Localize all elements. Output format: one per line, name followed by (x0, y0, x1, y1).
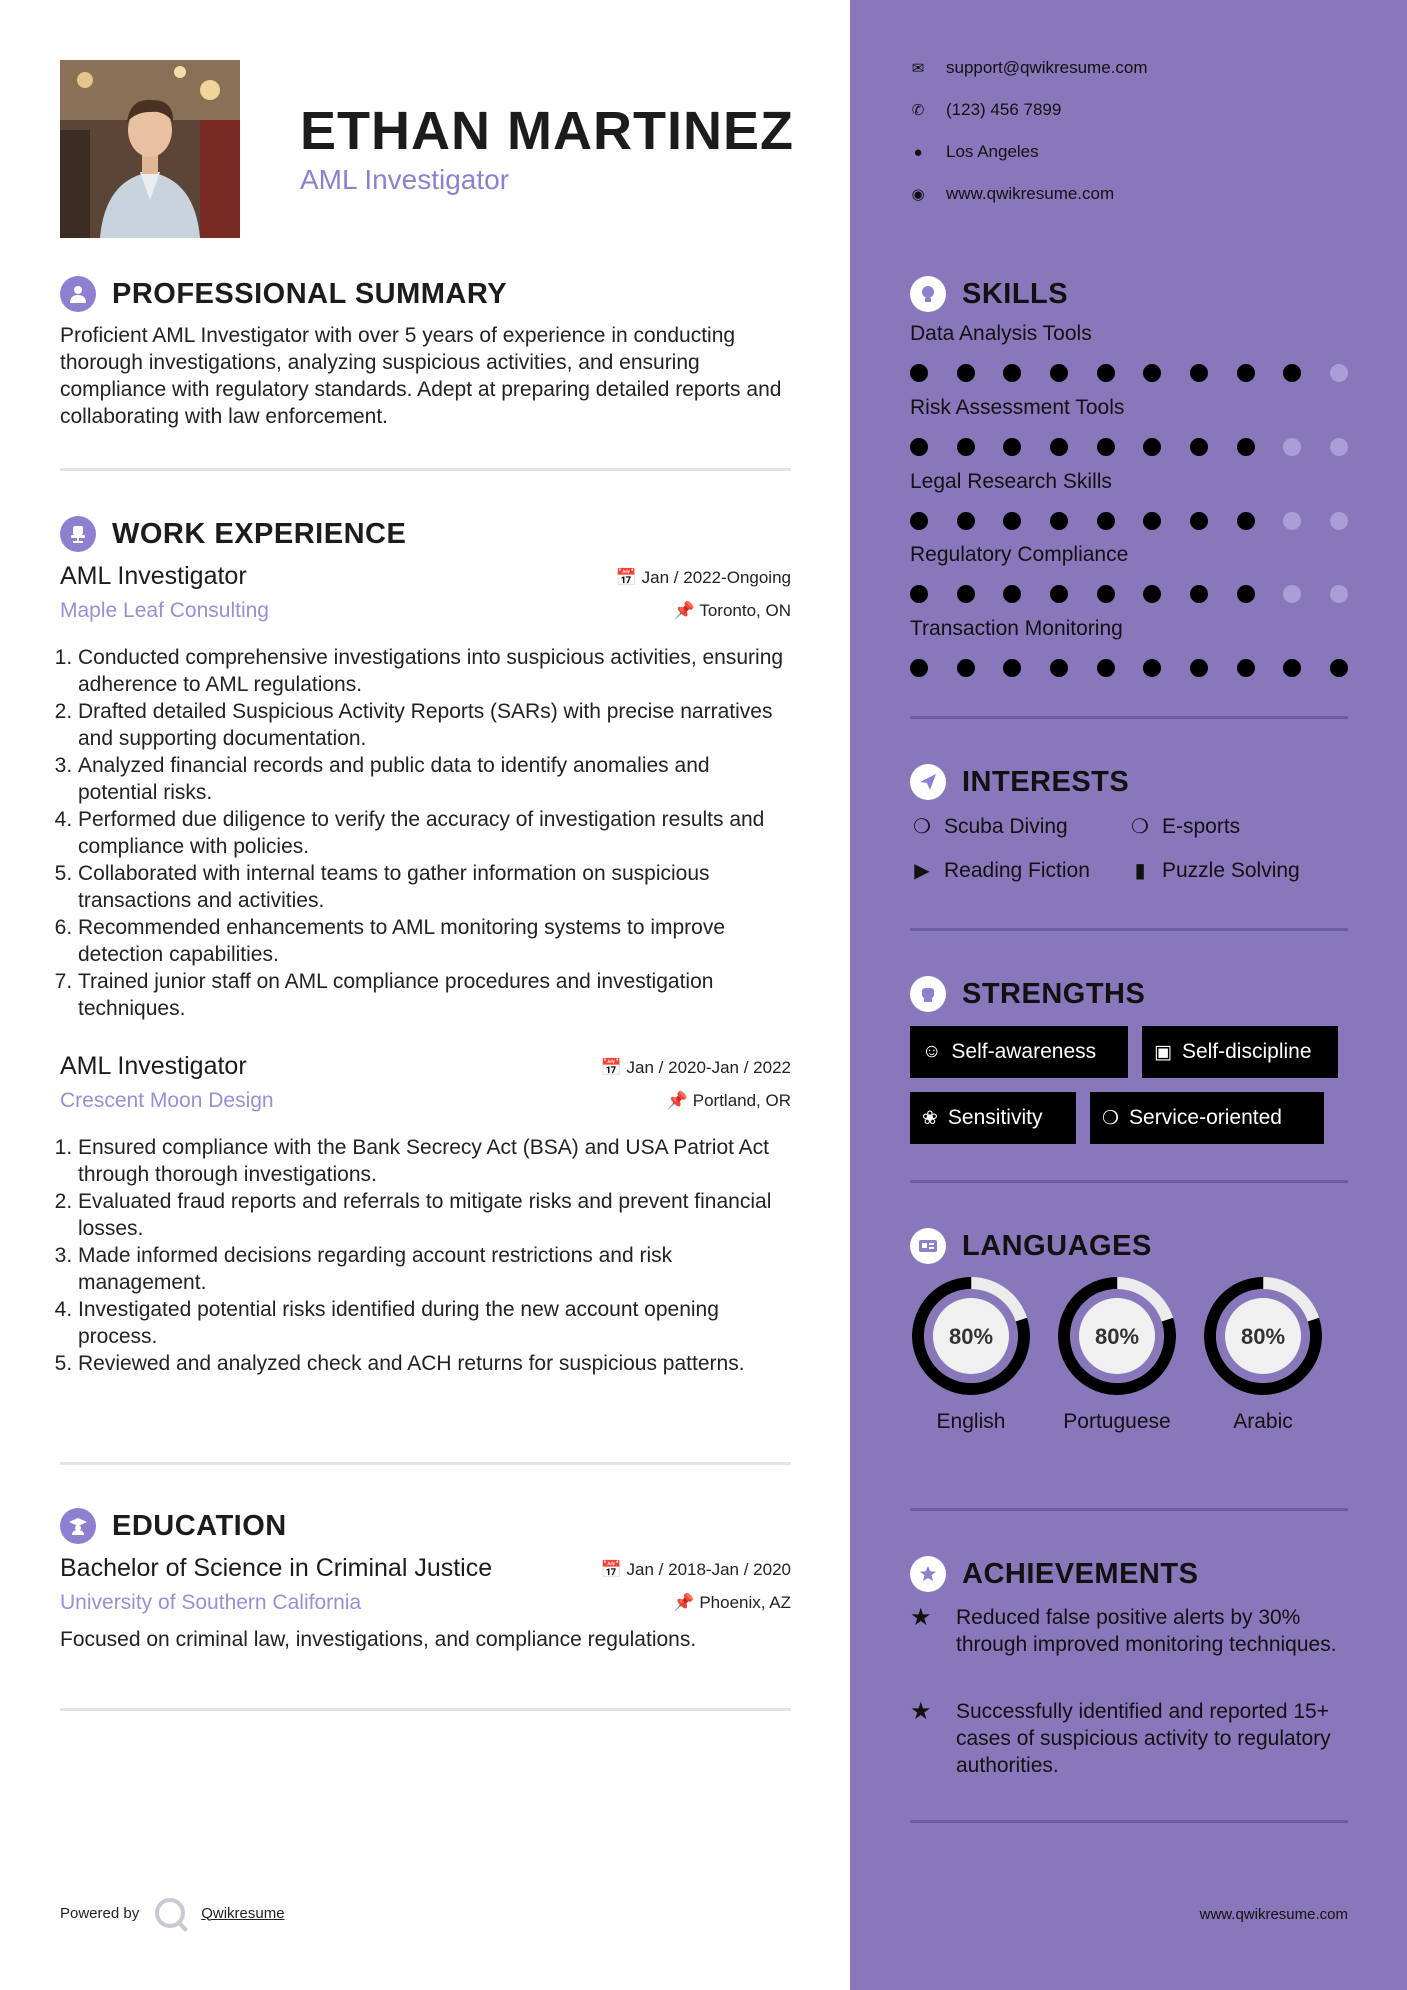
skill-dot-filled (957, 659, 975, 677)
skill-dot-filled (1330, 659, 1348, 677)
profile-photo-image (60, 60, 240, 238)
skills-heading (910, 276, 1068, 312)
user-icon (60, 276, 96, 312)
list-item: 4. Investigated potential risks identified during the new account opening process. (78, 1296, 791, 1350)
skill-dot-filled (957, 512, 975, 530)
strength-badge: ▣ Self-discipline (1142, 1026, 1338, 1078)
graduate-icon (60, 1508, 96, 1544)
location-text: Los Angeles (946, 142, 1039, 161)
summary-heading (60, 276, 507, 312)
job-company: Crescent Moon Design (60, 1089, 274, 1112)
skill-name: Data Analysis Tools (910, 322, 1092, 345)
skill-dot-filled (1190, 438, 1208, 456)
skill-rating (910, 438, 1348, 456)
interests-title: INTERESTS (962, 765, 1130, 798)
skill-dot-filled (1143, 659, 1161, 677)
skill-dot-filled (1190, 659, 1208, 677)
skill-dot-empty (1330, 438, 1348, 456)
skill-dot-filled (1143, 512, 1161, 530)
language-donut (909, 1274, 1033, 1398)
experience-heading (60, 516, 406, 552)
office-chair-icon (60, 516, 96, 552)
achievement-item: ★ Successfully identified and reported 15+ cases of suspicious activity to regulatory authorities. (910, 1698, 1331, 1777)
lock-icon: ▣ (1154, 1041, 1172, 1063)
skill-dot-filled (1283, 364, 1301, 382)
skill-dot-empty (1283, 512, 1301, 530)
language-percent: 80% (948, 1324, 994, 1349)
education-text: Focused on criminal law, investigations, and compliance regulations. (60, 1628, 697, 1651)
contact-location (910, 142, 1039, 162)
skill-row (910, 396, 1350, 456)
job-title: AML Investigator (60, 562, 247, 590)
lightbulb-icon (910, 276, 946, 312)
achievements-heading (910, 1556, 1198, 1592)
list-item: 5. Collaborated with internal teams to gather information on suspicious transactions and activities. (78, 860, 791, 914)
skill-dot-filled (1237, 438, 1255, 456)
skill-dot-filled (1283, 659, 1301, 677)
skill-dot-filled (957, 585, 975, 603)
education-date: 📅 Jan / 2018-Jan / 2020 (600, 1560, 791, 1579)
phone-text: (123) 456 7899 (946, 100, 1062, 119)
summary-text: Proficient AML Investigator with over 5 years of experience in conducting thorough investigations, analyzing suspicious activities, and ensuring compliance with regulatory standards. Adept at preparing detailed reports and collaborating with law enforcement. (60, 324, 782, 428)
language-name: English (936, 1410, 1006, 1433)
achievements-title: ACHIEVEMENTS (962, 1557, 1199, 1590)
interests-heading (910, 764, 1129, 800)
skill-dot-empty (1330, 364, 1348, 382)
map-pin-icon: ● (913, 143, 923, 161)
skill-dot-filled (1097, 659, 1115, 677)
qwikresume-logo-icon (155, 1898, 185, 1928)
list-item: 1. Ensured compliance with the Bank Secrecy Act (BSA) and USA Patriot Act through thorough investigations. (78, 1134, 791, 1188)
skill-dot-filled (1097, 585, 1115, 603)
skill-rating (910, 585, 1348, 603)
strength-badge: ❍ Service-oriented (1090, 1092, 1324, 1144)
skill-dot-filled (1143, 364, 1161, 382)
skill-dot-filled (1190, 364, 1208, 382)
phone-icon: ✆ (911, 102, 925, 119)
user-circle-icon: ☺ (922, 1041, 942, 1062)
skill-rating (910, 364, 1348, 382)
candidate-name: ETHAN MARTINEZ (300, 101, 794, 161)
list-item: 3. Made informed decisions regarding account restrictions and risk management. (78, 1242, 791, 1296)
list-item: 7. Trained junior staff on AML compliance procedures and investigation techniques. (78, 968, 791, 1022)
gamepad-icon: ▶ (914, 860, 930, 882)
strength-badge: ☺ Self-awareness (910, 1026, 1128, 1078)
skill-name: Risk Assessment Tools (910, 396, 1125, 419)
sidebar-divider (910, 716, 1348, 719)
skill-dot-filled (1003, 659, 1021, 677)
language-item (1198, 1274, 1328, 1435)
job-location: 📌 Toronto, ON (673, 601, 791, 620)
skill-dot-filled (1097, 512, 1115, 530)
language-percent: 80% (1240, 1324, 1286, 1349)
fist-icon (910, 976, 946, 1012)
pin-icon: 📌 (666, 1091, 688, 1110)
sidebar-divider (910, 1508, 1348, 1511)
book-icon: ▮ (1134, 860, 1146, 882)
skill-dot-filled (957, 364, 975, 382)
skill-dot-filled (1143, 438, 1161, 456)
skill-dot-filled (1237, 364, 1255, 382)
globe-icon: ◉ (911, 186, 925, 203)
leaf-icon: ❀ (922, 1107, 938, 1129)
school-name: University of Southern California (60, 1591, 362, 1614)
job-title: AML Investigator (60, 1052, 247, 1080)
skill-row (910, 617, 1350, 677)
skill-dot-filled (1097, 364, 1115, 382)
job-entry (60, 1052, 791, 1377)
skill-dot-filled (1003, 364, 1021, 382)
interest-item: ▮ Puzzle Solving (1128, 858, 1300, 883)
achievement-item: ★ Reduced false positive alerts by 30% through improved monitoring techniques. (910, 1604, 1337, 1656)
profile-photo (60, 60, 240, 238)
language-name: Arabic (1233, 1410, 1293, 1433)
skill-dot-filled (910, 364, 928, 382)
footer-url[interactable]: www.qwikresume.com (1199, 1906, 1348, 1923)
skill-row (910, 543, 1350, 603)
skill-dot-filled (1050, 364, 1068, 382)
skill-dot-filled (1050, 659, 1068, 677)
skill-dot-filled (910, 512, 928, 530)
interest-item: ▶ Reading Fiction (910, 858, 1090, 883)
job-bullets (60, 644, 791, 1022)
paper-plane-icon (910, 764, 946, 800)
powered-by-label: Powered by (60, 1904, 140, 1922)
skill-dot-filled (1050, 585, 1068, 603)
list-item: 5. Reviewed and analyzed check and ACH returns for suspicious patterns. (78, 1350, 791, 1377)
skill-rating (910, 512, 1348, 530)
list-item: 6. Recommended enhancements to AML monitoring systems to improve detection capabilities. (78, 914, 791, 968)
email-text[interactable]: support@qwikresume.com (946, 58, 1148, 77)
lifebuoy-icon: ❍ (1102, 1107, 1120, 1129)
website-text[interactable]: www.qwikresume.com (946, 184, 1115, 203)
job-date: 📅 Jan / 2022-Ongoing (615, 568, 791, 587)
skill-rating (910, 659, 1348, 677)
job-date: 📅 Jan / 2020-Jan / 2022 (600, 1058, 791, 1077)
job-location: 📌 Portland, OR (666, 1091, 791, 1110)
calendar-icon: 📅 (615, 568, 637, 587)
contact-email (910, 58, 1148, 78)
id-card-icon (910, 1228, 946, 1264)
section-divider (60, 1708, 791, 1711)
strength-badge: ❀ Sensitivity (910, 1092, 1076, 1144)
footer-powered-by (60, 1898, 285, 1928)
skill-dot-empty (1283, 438, 1301, 456)
skill-dot-filled (1237, 659, 1255, 677)
skill-dot-filled (1190, 585, 1208, 603)
skill-row (910, 322, 1350, 382)
job-bullets (60, 1134, 791, 1377)
skill-dot-empty (1330, 512, 1348, 530)
list-item: 1. Conducted comprehensive investigations into suspicious activities, ensuring adherence to AML regulations. (78, 644, 791, 698)
skill-dot-filled (1190, 512, 1208, 530)
skill-name: Regulatory Compliance (910, 543, 1129, 566)
skill-row (910, 470, 1350, 530)
interest-item: ❍ Scuba Diving (910, 814, 1068, 839)
language-item (906, 1274, 1036, 1435)
brand-link[interactable]: Qwikresume (201, 1904, 285, 1922)
skill-dot-filled (1237, 585, 1255, 603)
skill-name: Legal Research Skills (910, 470, 1112, 493)
languages-heading (910, 1228, 1152, 1264)
skill-dot-filled (910, 659, 928, 677)
experience-title: WORK EXPERIENCE (112, 517, 407, 550)
language-donut (1055, 1274, 1179, 1398)
skill-dot-filled (1003, 585, 1021, 603)
sidebar-divider (910, 928, 1348, 931)
language-name: Portuguese (1063, 1410, 1171, 1433)
section-divider (60, 468, 791, 471)
skill-dot-filled (1003, 438, 1021, 456)
candidate-role: AML Investigator (300, 164, 510, 195)
education-entry (60, 1554, 791, 1653)
interest-item: ❍ E-sports (1128, 814, 1240, 839)
languages-title: LANGUAGES (962, 1229, 1152, 1262)
strengths-title: STRENGTHS (962, 977, 1146, 1010)
lifebuoy-icon: ❍ (1131, 816, 1149, 838)
education-title: EDUCATION (112, 1509, 287, 1542)
list-item: 3. Analyzed financial records and public data to identify anomalies and potential risks. (78, 752, 791, 806)
skill-dot-filled (1237, 512, 1255, 530)
language-percent: 80% (1094, 1324, 1140, 1349)
language-item (1052, 1274, 1182, 1435)
job-entry (60, 562, 791, 1022)
skill-dot-filled (910, 585, 928, 603)
list-item: 4. Performed due diligence to verify the accuracy of investigation results and compliance with policies. (78, 806, 791, 860)
envelope-icon: ✉ (911, 60, 925, 77)
skill-dot-filled (1050, 438, 1068, 456)
star-icon: ★ (910, 1698, 932, 1725)
star-icon: ★ (910, 1604, 932, 1631)
language-donut (1201, 1274, 1325, 1398)
skills-title: SKILLS (962, 277, 1069, 310)
contact-phone (910, 100, 1061, 120)
calendar-icon: 📅 (600, 1058, 622, 1077)
star-badge-icon (910, 1556, 946, 1592)
job-company: Maple Leaf Consulting (60, 599, 269, 622)
skill-dot-empty (1283, 585, 1301, 603)
skill-dot-filled (910, 438, 928, 456)
skill-dot-filled (1050, 512, 1068, 530)
skill-name: Transaction Monitoring (910, 617, 1123, 640)
skill-dot-filled (1097, 438, 1115, 456)
sidebar-divider (910, 1180, 1348, 1183)
education-location: 📌 Phoenix, AZ (673, 1593, 791, 1612)
skill-dot-empty (1330, 585, 1348, 603)
education-heading (60, 1508, 287, 1544)
contact-website (910, 184, 1114, 204)
pin-icon: 📌 (673, 601, 695, 620)
skill-dot-filled (957, 438, 975, 456)
sidebar-divider (910, 1820, 1348, 1823)
calendar-icon: 📅 (600, 1560, 622, 1579)
pin-icon: 📌 (673, 1593, 695, 1612)
degree-title: Bachelor of Science in Criminal Justice (60, 1554, 493, 1582)
section-divider (60, 1462, 791, 1465)
summary-title: PROFESSIONAL SUMMARY (112, 277, 508, 310)
lifebuoy-icon: ❍ (913, 816, 931, 838)
skill-dot-filled (1003, 512, 1021, 530)
list-item: 2. Drafted detailed Suspicious Activity Reports (SARs) with precise narratives and supporting documentation. (78, 698, 791, 752)
strengths-heading (910, 976, 1145, 1012)
list-item: 2. Evaluated fraud reports and referrals to mitigate risks and prevent financial losses. (78, 1188, 791, 1242)
skill-dot-filled (1143, 585, 1161, 603)
